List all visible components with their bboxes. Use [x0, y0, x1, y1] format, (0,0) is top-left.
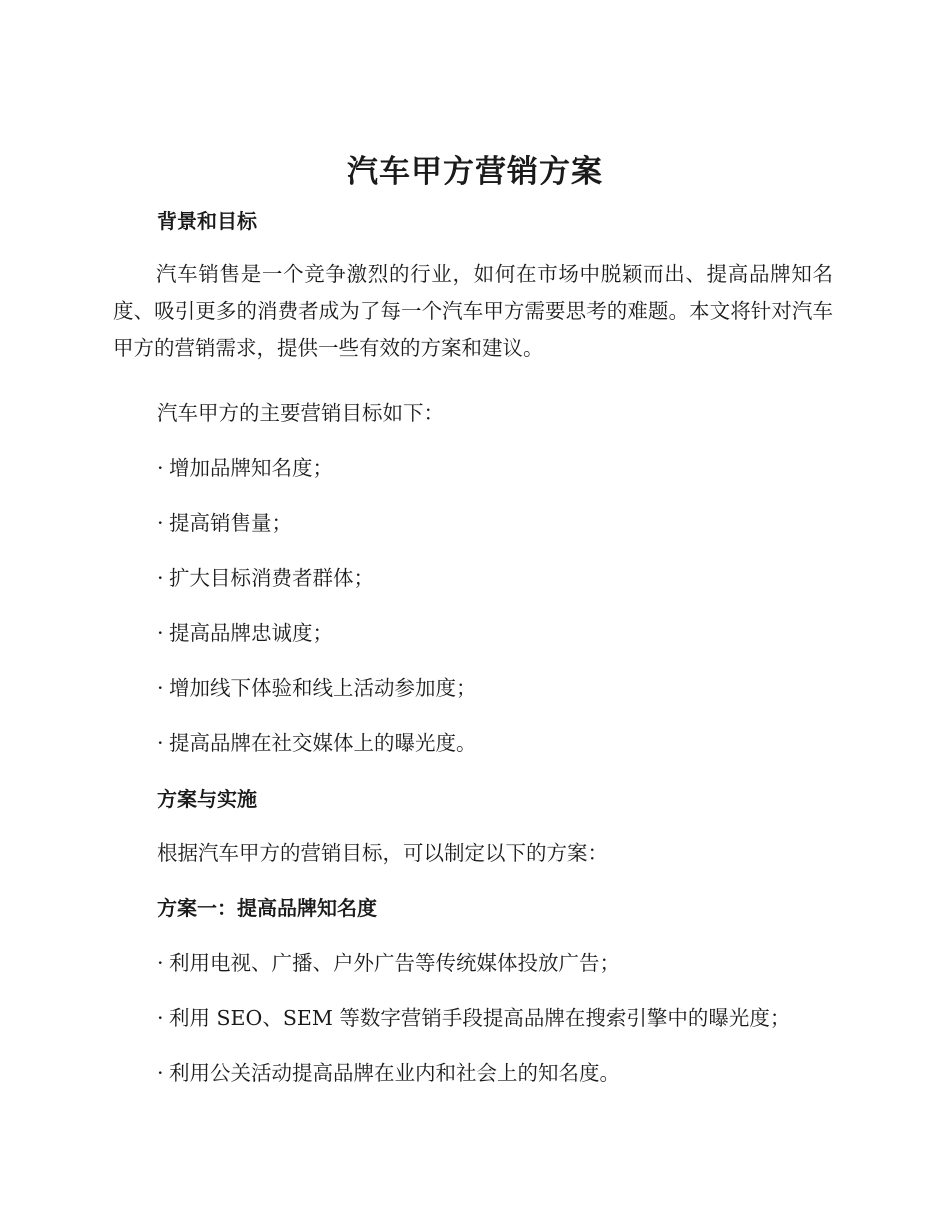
- plan-one-heading: 方案一：提高品牌知名度: [157, 896, 377, 920]
- goal-text: 提高品牌忠诚度；: [169, 621, 333, 645]
- section-heading-background: 背景和目标: [157, 209, 257, 233]
- list-item: [157, 728, 477, 758]
- bullet-icon: ·: [157, 1006, 164, 1030]
- bullet-icon: ·: [157, 566, 164, 590]
- list-item: [157, 1003, 790, 1033]
- plan-item-text: 利用电视、广播、户外广告等传统媒体投放广告；: [169, 951, 620, 975]
- list-item: [157, 618, 333, 648]
- goal-text: 提高品牌在社交媒体上的曝光度。: [169, 731, 477, 755]
- list-item: [157, 948, 620, 978]
- bullet-icon: ·: [157, 951, 164, 975]
- bullet-icon: ·: [157, 731, 164, 755]
- bullet-icon: ·: [157, 456, 164, 480]
- goal-text: 增加线下体验和线上活动参加度；: [169, 676, 477, 700]
- goal-text: 增加品牌知名度；: [169, 456, 333, 480]
- plan-item-text: 利用 SEO、SEM 等数字营销手段提高品牌在搜索引擎中的曝光度；: [169, 1006, 791, 1030]
- goal-text: 提高销售量；: [169, 511, 292, 535]
- bullet-icon: ·: [157, 511, 164, 535]
- list-item: [157, 563, 374, 593]
- bullet-icon: ·: [157, 621, 164, 645]
- intro-paragraph: 汽车销售是一个竞争激烈的行业，如何在市场中脱颖而出、提高品牌知名度、吸引更多的消费者成为了每一个汽车甲方需要思考的难题。本文将针对汽车甲方的营销需求，提供一些有效的方案和建议。: [113, 262, 833, 360]
- list-item: [157, 453, 333, 483]
- bullet-icon: ·: [157, 676, 164, 700]
- section-heading-plan: 方案与实施: [157, 787, 257, 811]
- list-item: [157, 508, 292, 538]
- plan-item-text: 利用公关活动提高品牌在业内和社会上的知名度。: [169, 1061, 620, 1085]
- goals-lead: 汽车甲方的主要营销目标如下：: [157, 401, 444, 425]
- bullet-icon: ·: [157, 1061, 164, 1085]
- document-title: 汽车甲方营销方案: [347, 154, 603, 190]
- plan-lead: 根据汽车甲方的营销目标，可以制定以下的方案：: [157, 841, 608, 865]
- list-item: [157, 673, 477, 703]
- list-item: [157, 1058, 620, 1088]
- goal-text: 扩大目标消费者群体；: [169, 566, 374, 590]
